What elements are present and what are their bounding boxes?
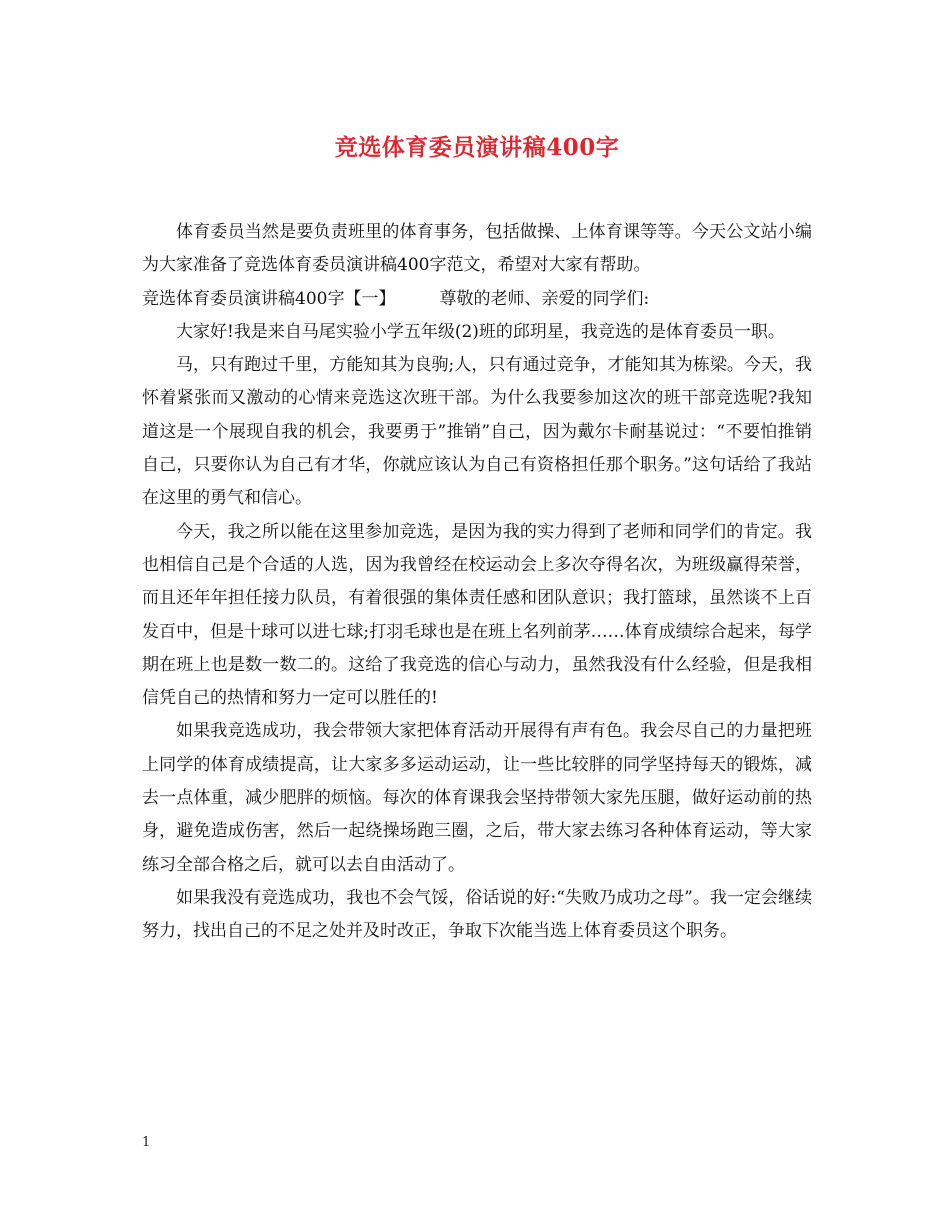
body-paragraph-2: 马，只有跑过千里，方能知其为良驹;人，只有通过竞争，才能知其为栋梁。今天，我怀着紧张而又激动的心情来竞选这次班干部。为什么我要参加这次的班干部竞选呢?我知道这是一个展现自我的机会，我要勇于”推销”自己，因为戴尔卡耐基说过：“不要怕推销自己，只要你认为自己有才华，你就应该认为自己有资格担任那个职务。”这句话给了我站在这里的勇气和信心。 — [142, 355, 812, 509]
body-paragraph-1: 大家好!我是来自马尾实验小学五年级(2)班的邱玥星，我竞选的是体育委员一职。 — [176, 321, 785, 342]
body-paragraph-5: 如果我没有竞选成功，我也不会气馁，俗话说的好:“失败乃成功之母”。我一定会继续努力，找出自己的不足之处并及时改正，争取下次能当选上体育委员这个职务。 — [142, 887, 812, 942]
intro-paragraph: 体育委员当然是要负责班里的体育事务，包括做操、上体育课等等。今天公文站小编为大家准备了竞选体育委员演讲稿400字范文，希望对大家有帮助。 — [142, 222, 812, 276]
document-body — [142, 128, 812, 949]
page-number: 1 — [142, 1135, 151, 1150]
section-heading: 竞选体育委员演讲稿400字【一】 — [142, 288, 396, 309]
document-title: 竞选体育委员演讲稿400字 — [334, 134, 620, 161]
section-heading-line — [142, 283, 812, 316]
salutation: 尊敬的老师、亲爱的同学们: — [439, 288, 650, 309]
body-paragraph-4: 如果我竞选成功，我会带领大家把体育活动开展得有声有色。我会尽自己的力量把班上同学的体育成绩提高，让大家多多运动运动，让一些比较胖的同学坚持每天的锻炼，减去一点体重，减少肥胖的烦恼。每次的体育课我会坚持带领大家先压腿，做好运动前的热身，避免造成伤害，然后一起绕操场跑三圈，之后，带大家去练习各种体育运动，等大家练习全部合格之后，就可以去自由活动了。 — [142, 721, 812, 875]
body-paragraph-3: 今天，我之所以能在这里参加竞选，是因为我的实力得到了老师和同学们的肯定。我也相信自己是个合适的人选，因为我曾经在校运动会上多次夺得名次，为班级赢得荣誉，而且还年年担任接力队员，有着很强的集体责任感和团队意识；我打篮球，虽然谈不上百发百中，但是十球可以进七球;打羽毛球也是在班上名列前茅……体育成绩综合起来，每学期在班上也是数一数二的。这给了我竞选的信心与动力，虽然我没有什么经验，但是我相信凭自己的热情和努力一定可以胜任的! — [142, 521, 812, 709]
